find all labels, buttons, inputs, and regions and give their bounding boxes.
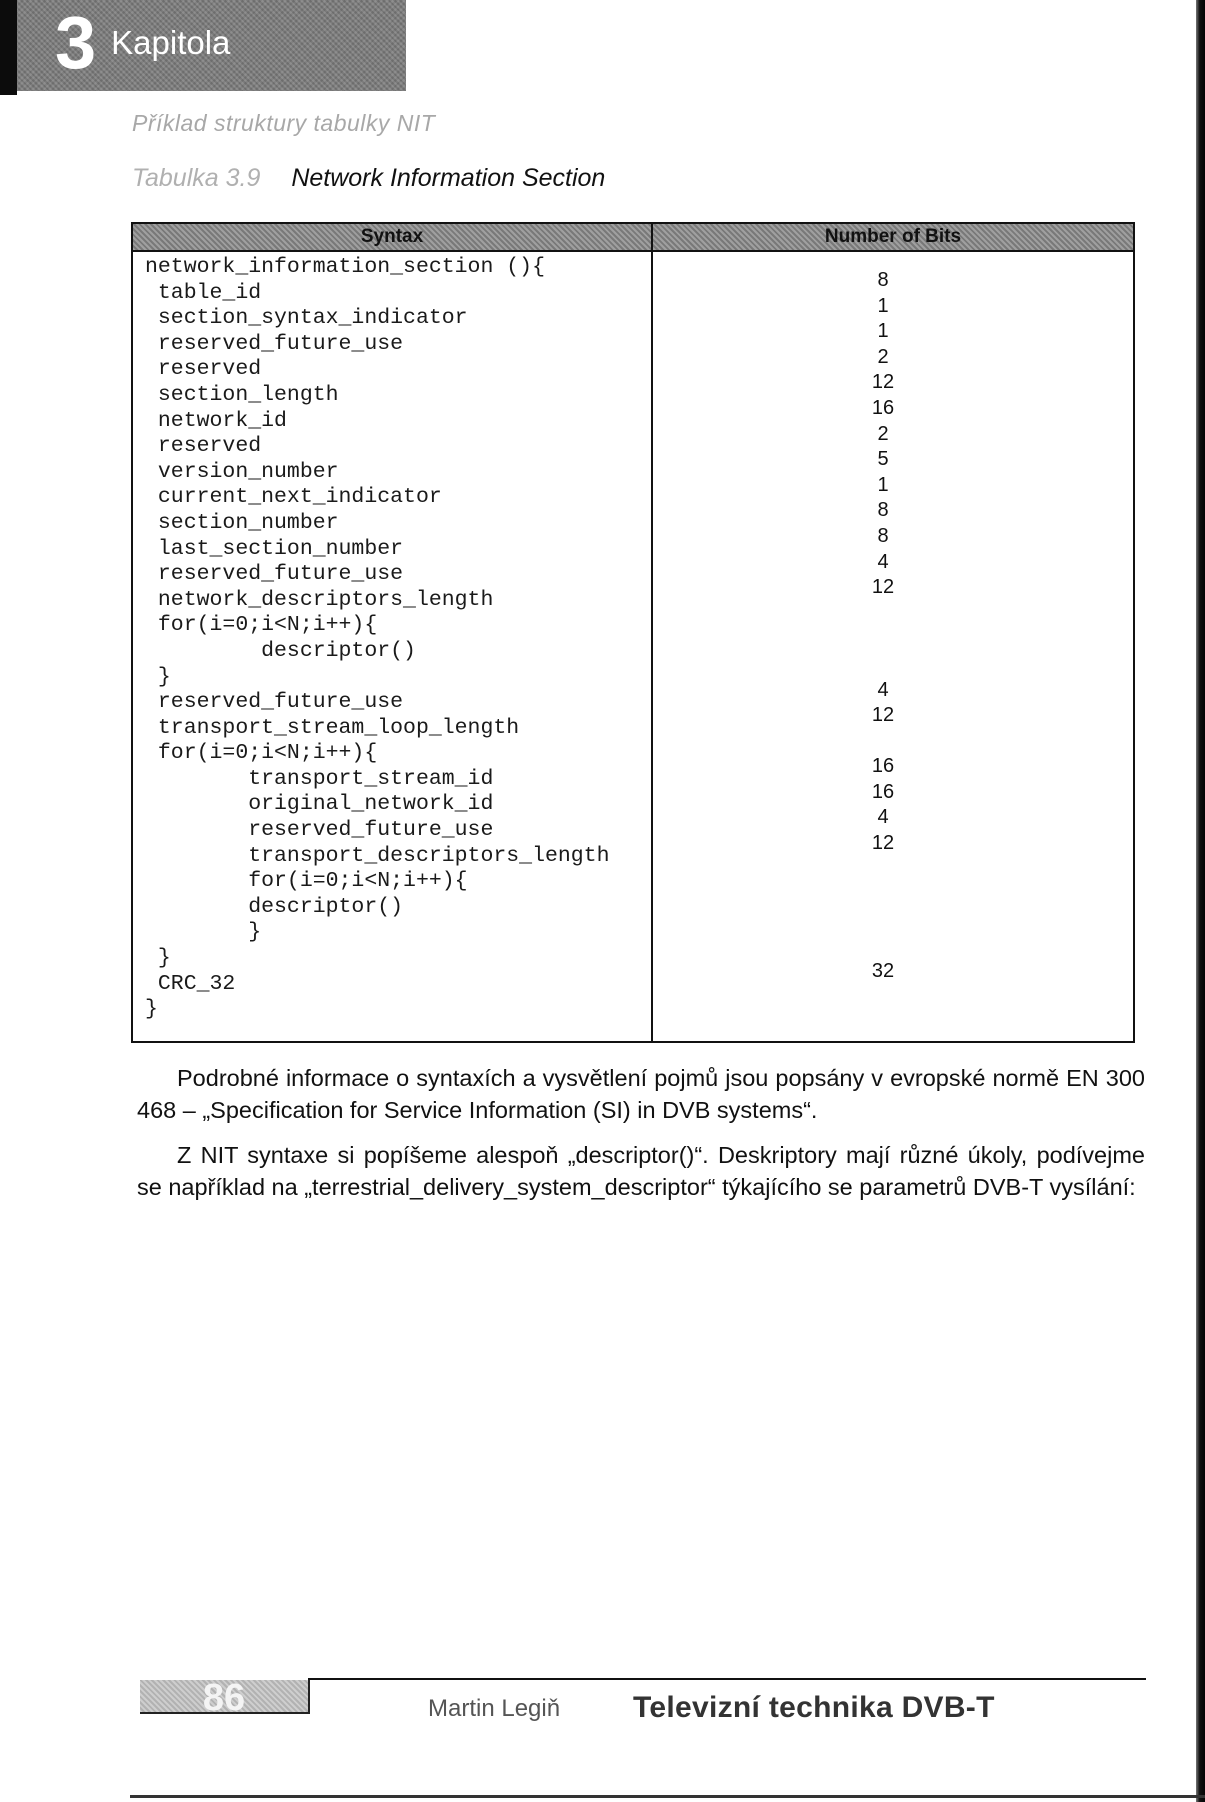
- bits-column: [653, 252, 1133, 1043]
- table-title: Network Information Section: [291, 164, 606, 192]
- syntax-line: table_id: [145, 280, 262, 305]
- scan-border-left: [0, 0, 17, 95]
- bits-value: 2: [877, 422, 889, 445]
- table-header-row: [133, 224, 1133, 252]
- bits-value: 8: [877, 524, 889, 547]
- syntax-line: section_length: [145, 382, 339, 407]
- bits-value: [653, 882, 1133, 908]
- scan-border-right: [1196, 0, 1205, 1802]
- footer-rule: [308, 1678, 1146, 1680]
- syntax-line: network_id: [145, 408, 287, 433]
- syntax-column: [133, 252, 653, 1043]
- syntax-line: for(i=0;i<N;i++){: [145, 613, 378, 638]
- bits-value: 16: [871, 780, 895, 803]
- syntax-line: reserved_future_use: [145, 690, 404, 715]
- syntax-line: transport_stream_loop_length: [145, 715, 520, 740]
- syntax-line: last_section_number: [145, 536, 404, 561]
- bits-value: [653, 908, 1133, 934]
- paragraph-descriptor: Z NIT syntaxe si popíšeme alespoň „descriptor()“. Deskriptory mají různé úkoly, podívejme se například na „terrestrial_delivery_system_descriptor“ týkajícího se parametrů DVB-T vysílání:: [137, 1142, 1145, 1200]
- bits-value: 4: [877, 678, 889, 701]
- footer-book-title: Televizní technika DVB-T: [633, 1691, 995, 1724]
- syntax-line: CRC_32: [145, 971, 236, 996]
- page-number: 86: [202, 1677, 246, 1719]
- bits-value: 12: [871, 704, 895, 727]
- footer-author: Martin Legiň: [428, 1695, 561, 1722]
- page-number-box: [140, 1677, 310, 1719]
- syntax-line: network_descriptors_length: [145, 587, 494, 612]
- bits-value: 32: [871, 960, 895, 983]
- syntax-line: descriptor(): [145, 894, 404, 919]
- section-title: Příklad struktury tabulky NIT: [132, 110, 436, 136]
- syntax-line: }: [145, 664, 171, 689]
- bits-value: 8: [877, 269, 889, 291]
- bits-value: 2: [877, 345, 889, 368]
- scan-border-bottom: [130, 1795, 1205, 1798]
- syntax-line: version_number: [145, 459, 339, 484]
- chapter-number: 3: [55, 0, 97, 84]
- header-syntax: Syntax: [133, 224, 653, 250]
- syntax-line: reserved_future_use: [145, 331, 404, 356]
- chapter-header: [17, 0, 406, 91]
- syntax-line: transport_descriptors_length: [145, 843, 610, 868]
- bits-value: 1: [877, 320, 889, 343]
- bits-value: [653, 626, 1133, 652]
- table-caption: [132, 164, 605, 193]
- bits-value: 1: [877, 473, 889, 496]
- syntax-line: section_syntax_indicator: [145, 306, 468, 331]
- bits-value: [653, 933, 1133, 959]
- bits-value: 4: [877, 806, 889, 829]
- bits-value: 8: [877, 499, 889, 522]
- bits-value: [653, 601, 1133, 627]
- bits-value: [653, 652, 1133, 678]
- syntax-line: transport_stream_id: [145, 766, 494, 791]
- syntax-line: reserved_future_use: [145, 562, 404, 587]
- syntax-line: for(i=0;i<N;i++){: [145, 741, 378, 766]
- syntax-line: section_number: [145, 510, 339, 535]
- bits-value: 16: [871, 755, 895, 778]
- nit-syntax-table: [131, 222, 1135, 1043]
- syntax-line: descriptor(): [145, 638, 416, 663]
- syntax-line: for(i=0;i<N;i++){: [145, 869, 468, 894]
- syntax-line: network_information_section (){: [145, 255, 545, 279]
- syntax-line: }: [145, 920, 262, 945]
- bits-value: 12: [871, 576, 895, 599]
- bits-value: [653, 857, 1133, 883]
- bits-value: [653, 729, 1133, 755]
- syntax-line: reserved: [145, 357, 262, 382]
- bits-value: 5: [877, 448, 889, 471]
- bits-value: 1: [877, 294, 889, 317]
- bits-value: 12: [871, 832, 895, 855]
- bits-value: 16: [871, 396, 895, 419]
- syntax-line: current_next_indicator: [145, 485, 442, 510]
- syntax-line: reserved: [145, 434, 262, 459]
- bits-value: 4: [877, 550, 889, 573]
- bits-value: 12: [871, 371, 895, 394]
- table-number: Tabulka 3.9: [132, 164, 261, 192]
- syntax-line: original_network_id: [145, 792, 494, 817]
- syntax-line: }: [145, 997, 158, 1022]
- table-body: [133, 252, 1133, 1043]
- chapter-label: Kapitola: [111, 23, 231, 61]
- paragraph-reference: Podrobné informace o syntaxích a vysvětlení pojmů jsou popsány v evropské normě EN 300 468 – „Specification for Service Information (SI) in DVB systems“.: [137, 1065, 1145, 1123]
- syntax-line: reserved_future_use: [145, 818, 494, 843]
- header-number-of-bits: Number of Bits: [824, 226, 962, 247]
- syntax-line: }: [145, 946, 171, 971]
